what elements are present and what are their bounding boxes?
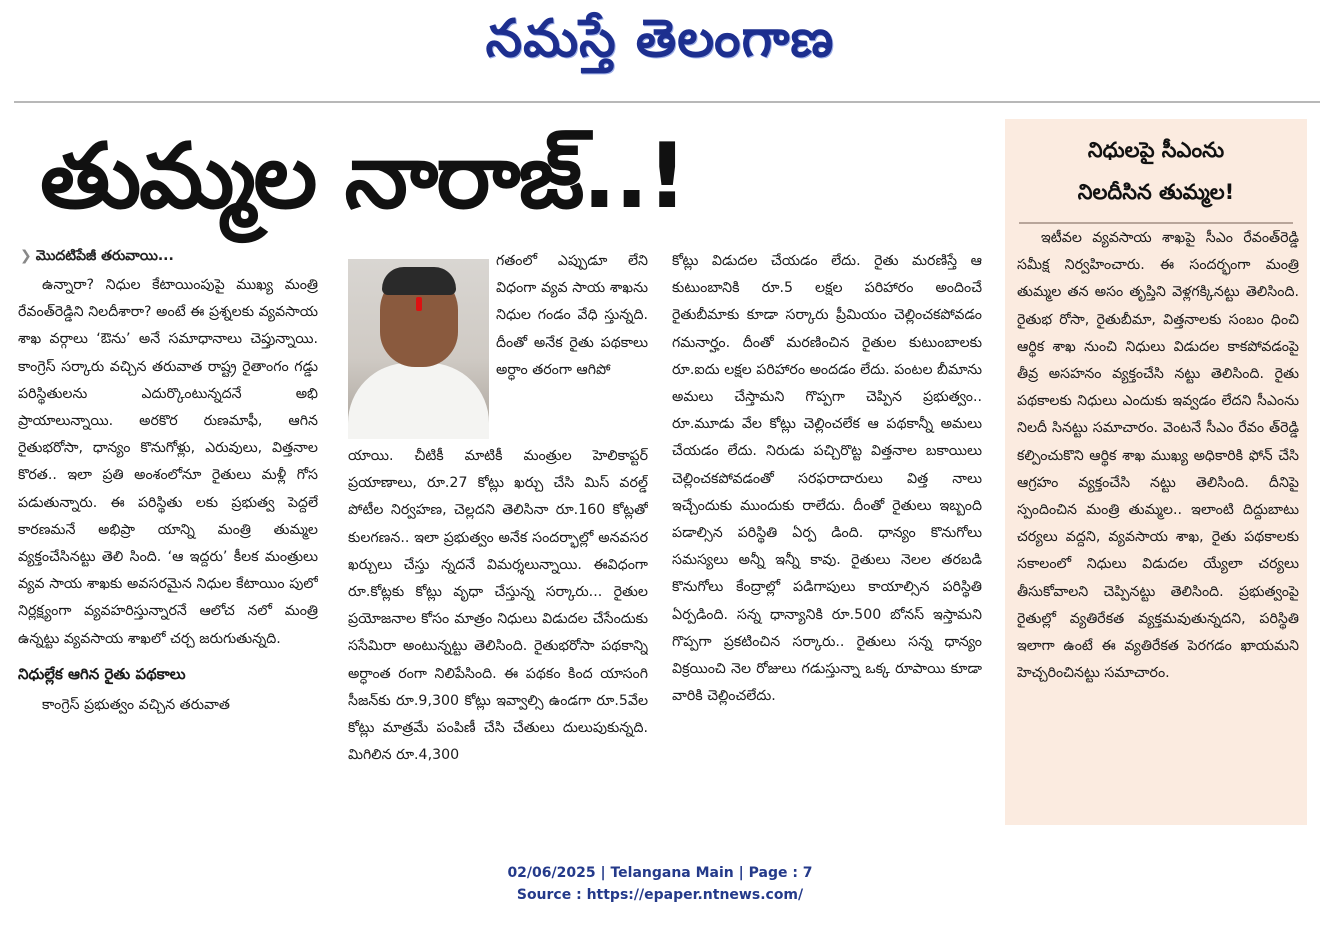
photo-tilak [416,297,422,311]
article-paragraph: యాయి. చీటికీ మాటికీ మంత్రుల హెలికాప్టర్‌ ప్రయాణాలు, రూ.27 కోట్లు ఖర్చు చేసి మిస్‌ వరల్డ్‌ పోటీల నిర్వహణ, చెల్లదని తెలిసినా రూ.160 కోట్లతో కులగణన.. ఇలా ప్రభుత్వం అనేక సందర్భాల్లో అనవసర ఖర్చులు చేస్తు న్నదనే విమర్శలున్నాయి. ఈవిధంగా రూ.కోట్లకు కోట్లు వృధా చేస్తున్న సర్కారు... రైతుల ప్రయోజనాల కోసం మాత్రం నిధులు విడుదల చేసేందుకు ససేమిరా అంటున్నట్టు తెలిసింది. రైతుభరోసా పథకాన్ని అర్ధాంత రంగా నిలిపేసింది. ఈ పథకం కింద యాసంగి సీజన్‌కు రూ.9,300 కోట్లు ఇవ్వాల్సి ఉండగా రూ.5వేల కోట్లు మాత్రమే పంపిణీ చేసి చేతులు దులుపుకున్నది. మిగిలిన రూ.4,300 [348,448,648,764]
article-column-2-wrap-text: గతంలో ఎప్పుడూ లేని విధంగా వ్యవ సాయ శాఖను నిధుల గండం వేధి స్తున్నది. దీంతో అనేక రైతు పథకాలు అర్ధాం తరంగా ఆగిపో [496,253,648,378]
masthead [0,0,1320,80]
headline: తుమ్మల నారాజ్‌..! [40,124,686,229]
masthead-divider [14,101,1320,103]
article-paragraph: కోట్లు విడుదల చేయడం లేదు. రైతు మరణిస్తే ఆ కుటుంబానికి రూ.5 లక్షల పరిహారం అందించే రైతుబీమాకు కూడా సర్కారు ప్రీమియం చెల్లించకపోవడం గమనార్హం. దీంతో మరణించిన రైతుల కుటుంబాలకు రూ.ఐదు లక్షల పరిహారం అందడం లేదు. పంటల బీమాను అమలు చేస్తామని గొప్పగా చెప్పిన ప్రభుత్వం.. రూ.మూడు వేల కోట్లు చెల్లించలేక ఆ పథకాన్నీ అమలు చేయడం లేదు. నిరుడు పచ్చిరొట్ట విత్తనాల బకాయిలు చెల్లించకపోవడంతో సరఫరాదారులు విత్త నాలు ఇచ్చేందుకు ముందుకు రాలేదు. దీంతో రైతులు ఇబ్బంది పడాల్సిన పరిస్థితి ఏర్ప డింది. ధాన్యం కొనుగోలు సమస్యలు అన్నీ ఇన్నీ కావు. రైతులు నెలల తరబడి కొనుగోలు కేంద్రాల్లో పడిగాపులు కాయాల్సిన పరిస్థితి ఏర్పడింది. సన్న ధాన్యానికి రూ.500 బోనస్‌ ఇస్తామని గొప్పగా ప్రకటించిన సర్కారు.. రైతులు సన్న ధాన్యం విక్రయించి నెల రోజులు గడుస్తున్నా ఒక్క రూపాయి కూడా వారికి చెల్లించలేదు. [672,253,982,705]
minister-photo [348,259,489,439]
article-paragraph: ఉన్నారా? నిధుల కేటాయింపుపై ముఖ్య మంత్రి రేవంత్‌రెడ్డిని నిలదీశారా? అంటే ఈ ప్రశ్నలకు వ్యవసాయ శాఖ వర్గాలు ‘ఔను’ అనే సమాధానాలు చెప్తున్నాయి. కాంగ్రెస్‌ సర్కారు వచ్చిన తరువాత రాష్ట్ర రైతాంగం గడ్డు పరిస్థితులను ఎదుర్కొంటున్నదనే అభి ప్రాయాలున్నాయి. అరకొర రుణమాఫీ, ఆగిన రైతుభరోసా, ధాన్యం కొనుగోళ్లు, ఎరువులు, విత్తనాల కొరత.. ఇలా ప్రతి అంశంలోనూ రైతులు మళ్లీ గోస పడుతున్నారు. ఈ పరిస్థితు లకు ప్రభుత్వ పెద్దలే కారణమనే అభిప్రా యాన్ని మంత్రి తుమ్మల వ్యక్తంచేసినట్టు తెలి సింది. ‘ఆ ఇద్దరు’ కీలక మంత్రులు వ్యవ సాయ శాఖకు అవసరమైన నిధుల కేటాయిం పులో నిర్లక్ష్యంగా వ్యవహరిస్తున్నారనే ఆలోచ నలో మంత్రి ఉన్నట్టు వ్యవసాయ శాఖలో చర్చ జరుగుతున్నది. [18,277,318,647]
photo-shirt [348,363,489,439]
article-column-3 [672,248,982,838]
sidebar-box [1005,119,1307,825]
jump-line-text: మొదటిపేజీ తరువాయి... [35,248,174,264]
sidebar-title-line-1: నిధులపై సీఎంను [1087,138,1225,162]
footer-edition-line: 02/06/2025 | Telangana Main | Page : 7 [507,865,813,881]
footer-source-line: Source : https://epaper.ntnews.com/ [516,887,804,903]
chevron-right-icon: ❯ [20,248,32,264]
sidebar-text [1017,225,1299,805]
article-column-2 [348,443,648,833]
sidebar-title [1005,129,1307,213]
sidebar-paragraph: ఇటీవల వ్యవసాయ శాఖపై సీఎం రేవంత్‌రెడ్డి సమీక్ష నిర్వహించారు. ఈ సందర్భంగా మంత్రి తుమ్మల తన అసం తృప్తిని వెళ్లగక్కినట్టు తెలిసింది. రైతుభ రోసా, రైతుబీమా, విత్తనాలకు సంబం ధించి ఆర్థిక శాఖ నుంచి నిధులు విడుదల కాకపోవడంపై తీవ్ర అసహనం వ్యక్తంచేసి నట్టు తెలిసింది. రైతు పథకాలకు నిధులు ఎందుకు ఇవ్వడం లేదని సీఎంను నిలదీ సినట్టు సమాచారం. వెంటనే సీఎం రేవం త్‌రెడ్డి కల్పించుకొని ఆర్థిక శాఖ ముఖ్య అధికారికి ఫోన్‌ చేసి ఆగ్రహం వ్యక్తంచేసి నట్టు తెలిసింది. దీనిపై స్పందించిన మంత్రి తుమ్మల.. ఇలాంటి దిద్దుబాటు చర్యలు వద్దని, వ్యవసాయ శాఖ, రైతు పథకాలకు సకాలంలో నిధులు విడుదల య్యేలా చర్యలు తీసుకోవాలని చెప్పినట్టు తెలిసింది. ప్రభుత్వంపై రైతుల్లో వ్యతిరేకత వ్యక్తమవుతున్నదని, పరిస్థితి ఇలాగా ఉంటే ఈ వ్యతిరేకత పెరగడం ఖాయమని హెచ్చరించినట్టు సమాచారం. [1017,230,1299,682]
sidebar-title-line-2: నిలదీసిన తుమ్మల! [1077,180,1235,204]
article-column-1 [18,272,318,852]
article-subhead: నిధుల్లేక ఆగిన రైతు పథకాలు [18,664,186,683]
page-footer [0,862,1320,906]
photo-hair [382,267,456,295]
article-paragraph: కాంగ్రెస్‌ ప్రభుత్వం వచ్చిన తరువాత [42,697,230,714]
sidebar-divider [1019,222,1293,224]
jump-line [20,246,174,266]
newspaper-logo: నమస్తే తెలంగాణ [485,9,835,69]
